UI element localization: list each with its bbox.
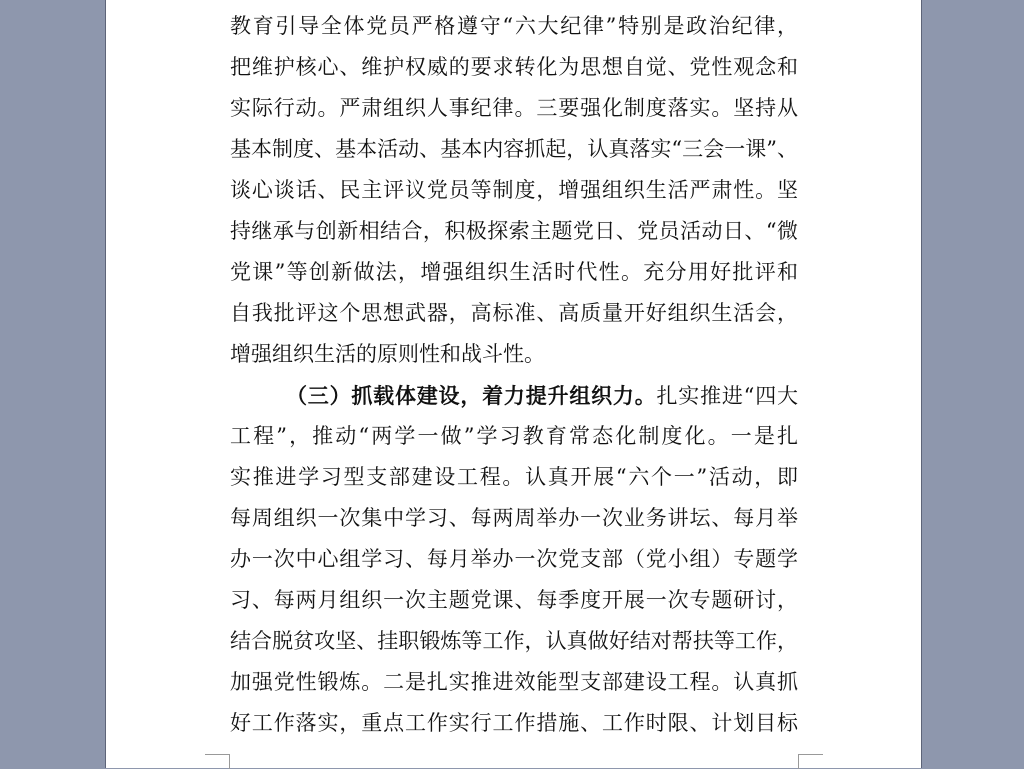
- section-first-line-text: 扎实推进“四大: [656, 384, 798, 408]
- document-page: [105, 0, 922, 768]
- text-line: 基本制度、基本活动、基本内容抓起，认真落实“三会一课”、: [230, 137, 798, 161]
- text-line: 持继承与创新相结合，积极探索主题党日、党员活动日、“微: [230, 219, 798, 243]
- text-line: 结合脱贫攻坚、挂职锻炼等工作，认真做好结对帮扶等工作，: [230, 629, 798, 653]
- section-heading: （三）抓载体建设，着力提升组织力。: [286, 383, 657, 408]
- text-line: 把维护核心、维护权威的要求转化为思想自觉、党性观念和: [230, 55, 798, 79]
- text-line: 加强党性锻炼。二是扎实推进效能型支部建设工程。认真抓: [230, 670, 798, 694]
- text-line: 增强组织生活的原则性和战斗性。: [230, 342, 545, 366]
- text-line: 办一次中心组学习、每月举办一次党支部（党小组）专题学: [230, 547, 798, 571]
- text-line: 党课”等创新做法，增强组织生活时代性。充分用好批评和: [230, 260, 798, 284]
- margin-corner-mark-right: [798, 754, 823, 769]
- text-line: 每周组织一次集中学习、每两周举办一次业务讲坛、每月举: [230, 506, 798, 530]
- margin-corner-mark-left: [205, 754, 230, 769]
- text-line: 实际行动。严肃组织人事纪律。三要强化制度落实。坚持从: [230, 96, 798, 120]
- text-line: 谈心谈话、民主评议党员等制度，增强组织生活严肃性。坚: [230, 178, 798, 202]
- text-line: 自我批评这个思想武器，高标准、高质量开好组织生活会，: [230, 301, 798, 325]
- text-line: 习、每两月组织一次主题党课、每季度开展一次专题研讨，: [230, 588, 798, 612]
- document-body: [230, 6, 798, 744]
- section-first-line: [230, 375, 798, 416]
- text-line: 实推进学习型支部建设工程。认真开展“六个一”活动，即: [230, 465, 798, 489]
- text-line: 工程”，推动“两学一做”学习教育常态化制度化。一是扎: [230, 424, 798, 448]
- text-line: 教育引导全体党员严格遵守“六大纪律”特别是政治纪律，: [230, 14, 798, 38]
- text-line: 好工作落实，重点工作实行工作措施、工作时限、计划目标: [230, 711, 798, 735]
